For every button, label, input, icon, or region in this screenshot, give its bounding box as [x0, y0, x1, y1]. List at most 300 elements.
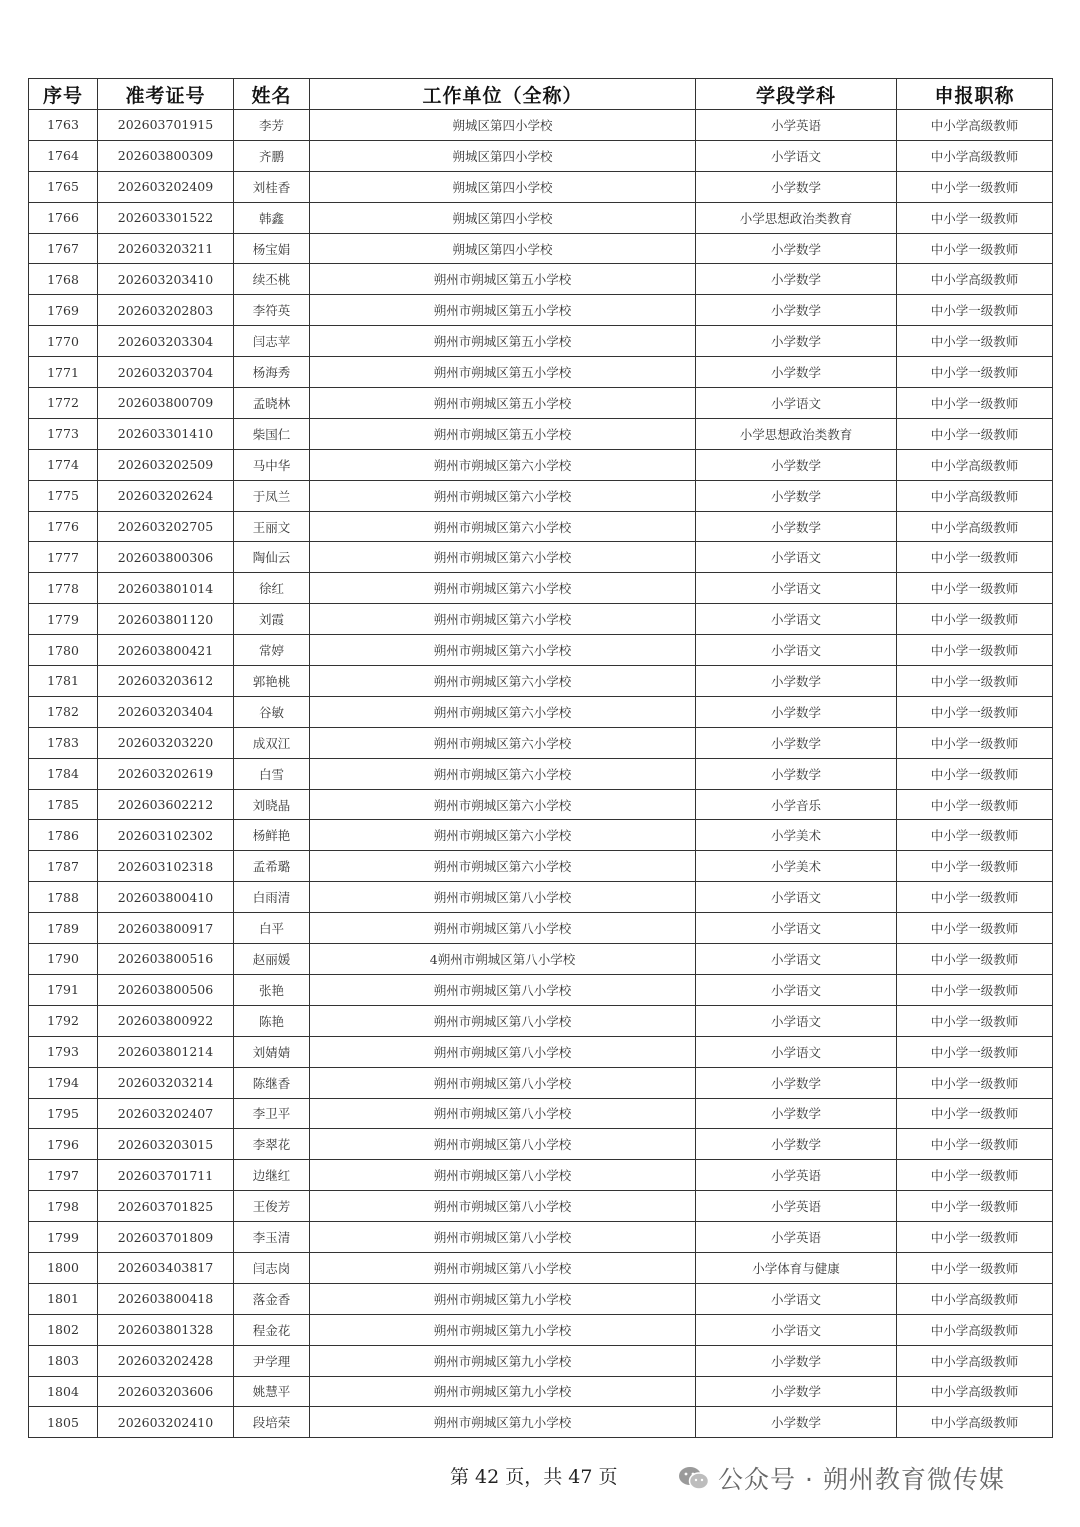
cell-index: 1775: [29, 480, 98, 511]
cell-index: 1777: [29, 542, 98, 573]
cell-subject: 小学数学: [696, 295, 897, 326]
table-row: [29, 357, 1053, 388]
cell-subject: 小学体育与健康: [696, 1252, 897, 1283]
cell-exam-id: 202603203304: [98, 326, 234, 357]
table-body: [29, 110, 1053, 1438]
cell-subject: 小学语文: [696, 388, 897, 419]
cell-title: 中小学一级教师: [897, 944, 1053, 975]
cell-name: 刘晓晶: [234, 789, 310, 820]
cell-index: 1771: [29, 357, 98, 388]
table-row: [29, 1160, 1053, 1191]
cell-title: 中小学一级教师: [897, 1005, 1053, 1036]
cell-subject: 小学语文: [696, 573, 897, 604]
table-row: [29, 604, 1053, 635]
cell-subject: 小学数学: [696, 758, 897, 789]
cell-exam-id: 202603800516: [98, 944, 234, 975]
table-row: [29, 326, 1053, 357]
cell-index: 1789: [29, 913, 98, 944]
cell-subject: 小学语文: [696, 542, 897, 573]
table-row: [29, 1067, 1053, 1098]
cell-subject: 小学数学: [696, 727, 897, 758]
table-row: [29, 1098, 1053, 1129]
cell-subject: 小学语文: [696, 913, 897, 944]
cell-exam-id: 202603202407: [98, 1098, 234, 1129]
cell-workplace: 朔州市朔城区第八小学校: [310, 1005, 696, 1036]
cell-workplace: 朔州市朔城区第六小学校: [310, 758, 696, 789]
table-row: [29, 202, 1053, 233]
cell-workplace: 朔州市朔城区第九小学校: [310, 1283, 696, 1314]
cell-exam-id: 202603203404: [98, 696, 234, 727]
cell-name: 谷敏: [234, 696, 310, 727]
cell-index: 1802: [29, 1314, 98, 1345]
cell-name: 刘霞: [234, 604, 310, 635]
cell-index: 1772: [29, 388, 98, 419]
table-row: [29, 696, 1053, 727]
cell-title: 中小学一级教师: [897, 1222, 1053, 1253]
cell-name: 马中华: [234, 449, 310, 480]
cell-name: 杨宝娟: [234, 233, 310, 264]
cell-index: 1793: [29, 1036, 98, 1067]
cell-title: 中小学高级教师: [897, 1407, 1053, 1438]
cell-exam-id: 202603801120: [98, 604, 234, 635]
cell-exam-id: 202603102318: [98, 851, 234, 882]
cell-index: 1799: [29, 1222, 98, 1253]
cell-subject: 小学数学: [696, 326, 897, 357]
cell-title: 中小学一级教师: [897, 295, 1053, 326]
cell-subject: 小学数学: [696, 357, 897, 388]
cell-workplace: 朔州市朔城区第九小学校: [310, 1314, 696, 1345]
cell-workplace: 朔州市朔城区第八小学校: [310, 1036, 696, 1067]
cell-name: 李芳: [234, 110, 310, 141]
cell-subject: 小学英语: [696, 1191, 897, 1222]
table-row: [29, 635, 1053, 666]
table-header: [29, 79, 1053, 110]
header-exam-id: 准考证号: [98, 79, 234, 110]
table-row: [29, 418, 1053, 449]
cell-title: 中小学一级教师: [897, 666, 1053, 697]
cell-exam-id: 202603203704: [98, 357, 234, 388]
cell-workplace: 朔城区第四小学校: [310, 171, 696, 202]
cell-name: 孟晓林: [234, 388, 310, 419]
cell-title: 中小学一级教师: [897, 913, 1053, 944]
cell-exam-id: 202603202409: [98, 171, 234, 202]
cell-exam-id: 202603202619: [98, 758, 234, 789]
header-title: 申报职称: [897, 79, 1053, 110]
page-footer: [0, 1460, 1080, 1494]
header-index: 序号: [29, 79, 98, 110]
cell-name: 刘婧婧: [234, 1036, 310, 1067]
cell-index: 1790: [29, 944, 98, 975]
cell-title: 中小学一级教师: [897, 573, 1053, 604]
cell-exam-id: 202603301522: [98, 202, 234, 233]
table-row: [29, 171, 1053, 202]
table-row: [29, 542, 1053, 573]
cell-workplace: 朔州市朔城区第六小学校: [310, 449, 696, 480]
table-row: [29, 233, 1053, 264]
cell-exam-id: 202603701809: [98, 1222, 234, 1253]
table-row: [29, 882, 1053, 913]
cell-title: 中小学一级教师: [897, 1160, 1053, 1191]
cell-name: 白平: [234, 913, 310, 944]
cell-subject: 小学语文: [696, 1283, 897, 1314]
cell-title: 中小学一级教师: [897, 357, 1053, 388]
cell-index: 1791: [29, 974, 98, 1005]
table-row: [29, 480, 1053, 511]
cell-exam-id: 202603800306: [98, 542, 234, 573]
cell-index: 1797: [29, 1160, 98, 1191]
cell-title: 中小学一级教师: [897, 789, 1053, 820]
cell-name: 杨鲜艳: [234, 820, 310, 851]
wechat-icon: [678, 1465, 710, 1491]
cell-name: 齐鹏: [234, 140, 310, 171]
cell-name: 白雨清: [234, 882, 310, 913]
cell-subject: 小学美术: [696, 820, 897, 851]
table-row: [29, 140, 1053, 171]
cell-title: 中小学高级教师: [897, 1345, 1053, 1376]
cell-workplace: 朔州市朔城区第六小学校: [310, 851, 696, 882]
cell-title: 中小学一级教师: [897, 1191, 1053, 1222]
cell-subject: 小学语文: [696, 635, 897, 666]
cell-name: 张艳: [234, 974, 310, 1005]
cell-subject: 小学数学: [696, 1407, 897, 1438]
cell-workplace: 朔州市朔城区第九小学校: [310, 1376, 696, 1407]
cell-workplace: 朔州市朔城区第五小学校: [310, 295, 696, 326]
table-row: [29, 789, 1053, 820]
cell-index: 1798: [29, 1191, 98, 1222]
cell-name: 于凤兰: [234, 480, 310, 511]
cell-title: 中小学一级教师: [897, 326, 1053, 357]
cell-index: 1792: [29, 1005, 98, 1036]
cell-workplace: 朔州市朔城区第五小学校: [310, 357, 696, 388]
cell-index: 1782: [29, 696, 98, 727]
cell-title: 中小学一级教师: [897, 882, 1053, 913]
cell-subject: 小学语文: [696, 882, 897, 913]
cell-exam-id: 202603801328: [98, 1314, 234, 1345]
header-workplace: 工作单位（全称）: [310, 79, 696, 110]
table-row: [29, 1191, 1053, 1222]
cell-subject: 小学语文: [696, 1005, 897, 1036]
cell-title: 中小学一级教师: [897, 851, 1053, 882]
cell-name: 闫志苹: [234, 326, 310, 357]
cell-subject: 小学语文: [696, 974, 897, 1005]
cell-exam-id: 202603800410: [98, 882, 234, 913]
cell-exam-id: 202603701915: [98, 110, 234, 141]
cell-exam-id: 202603203410: [98, 264, 234, 295]
cell-exam-id: 202603203612: [98, 666, 234, 697]
table-row: [29, 573, 1053, 604]
cell-subject: 小学数学: [696, 666, 897, 697]
table-row: [29, 851, 1053, 882]
cell-title: 中小学一级教师: [897, 635, 1053, 666]
cell-subject: 小学数学: [696, 1129, 897, 1160]
cell-workplace: 朔州市朔城区第八小学校: [310, 882, 696, 913]
table-row: [29, 1376, 1053, 1407]
cell-subject: 小学语文: [696, 1036, 897, 1067]
cell-workplace: 朔州市朔城区第六小学校: [310, 789, 696, 820]
cell-exam-id: 202603800309: [98, 140, 234, 171]
cell-title: 中小学高级教师: [897, 511, 1053, 542]
cell-exam-id: 202603203015: [98, 1129, 234, 1160]
cell-workplace: 朔州市朔城区第八小学校: [310, 1191, 696, 1222]
cell-name: 赵丽媛: [234, 944, 310, 975]
cell-title: 中小学高级教师: [897, 264, 1053, 295]
cell-index: 1767: [29, 233, 98, 264]
cell-index: 1803: [29, 1345, 98, 1376]
cell-name: 李卫平: [234, 1098, 310, 1129]
cell-workplace: 朔州市朔城区第八小学校: [310, 1129, 696, 1160]
cell-exam-id: 202603800922: [98, 1005, 234, 1036]
cell-index: 1780: [29, 635, 98, 666]
cell-workplace: 朔州市朔城区第六小学校: [310, 727, 696, 758]
cell-workplace: 朔州市朔城区第八小学校: [310, 1222, 696, 1253]
table-row: [29, 727, 1053, 758]
table-row: [29, 511, 1053, 542]
cell-subject: 小学数学: [696, 449, 897, 480]
cell-subject: 小学数学: [696, 511, 897, 542]
table-row: [29, 110, 1053, 141]
cell-subject: 小学数学: [696, 233, 897, 264]
cell-name: 续丕桃: [234, 264, 310, 295]
cell-index: 1769: [29, 295, 98, 326]
cell-exam-id: 202603202428: [98, 1345, 234, 1376]
cell-subject: 小学数学: [696, 171, 897, 202]
header-row: [29, 79, 1053, 110]
table-row: [29, 1005, 1053, 1036]
table-row: [29, 1222, 1053, 1253]
cell-workplace: 朔州市朔城区第六小学校: [310, 820, 696, 851]
cell-exam-id: 202603202705: [98, 511, 234, 542]
cell-title: 中小学高级教师: [897, 110, 1053, 141]
cell-title: 中小学一级教师: [897, 820, 1053, 851]
cell-title: 中小学一级教师: [897, 727, 1053, 758]
cell-workplace: 朔州市朔城区第八小学校: [310, 1098, 696, 1129]
cell-workplace: 朔州市朔城区第六小学校: [310, 666, 696, 697]
cell-index: 1786: [29, 820, 98, 851]
cell-index: 1779: [29, 604, 98, 635]
cell-name: 陶仙云: [234, 542, 310, 573]
table-row: [29, 388, 1053, 419]
cell-index: 1778: [29, 573, 98, 604]
cell-name: 孟希璐: [234, 851, 310, 882]
cell-subject: 小学数学: [696, 1345, 897, 1376]
cell-title: 中小学一级教师: [897, 1067, 1053, 1098]
cell-index: 1783: [29, 727, 98, 758]
cell-name: 李符英: [234, 295, 310, 326]
cell-subject: 小学数学: [696, 1376, 897, 1407]
cell-exam-id: 202603203214: [98, 1067, 234, 1098]
cell-title: 中小学一级教师: [897, 1252, 1053, 1283]
cell-name: 李翠花: [234, 1129, 310, 1160]
cell-name: 王俊芳: [234, 1191, 310, 1222]
cell-index: 1787: [29, 851, 98, 882]
cell-workplace: 朔州市朔城区第五小学校: [310, 326, 696, 357]
table-row: [29, 1252, 1053, 1283]
cell-name: 郭艳桃: [234, 666, 310, 697]
cell-subject: 小学思想政治类教育: [696, 418, 897, 449]
cell-subject: 小学思想政治类教育: [696, 202, 897, 233]
cell-subject: 小学语文: [696, 140, 897, 171]
table-row: [29, 1345, 1053, 1376]
cell-subject: 小学数学: [696, 480, 897, 511]
cell-exam-id: 202603203220: [98, 727, 234, 758]
cell-title: 中小学一级教师: [897, 171, 1053, 202]
cell-exam-id: 202603800917: [98, 913, 234, 944]
cell-exam-id: 202603602212: [98, 789, 234, 820]
cell-exam-id: 202603701711: [98, 1160, 234, 1191]
table-row: [29, 944, 1053, 975]
cell-name: 段培荣: [234, 1407, 310, 1438]
cell-title: 中小学高级教师: [897, 1376, 1053, 1407]
table-row: [29, 974, 1053, 1005]
cell-workplace: 朔城区第四小学校: [310, 233, 696, 264]
cell-title: 中小学一级教师: [897, 1129, 1053, 1160]
table-row: [29, 913, 1053, 944]
cell-title: 中小学高级教师: [897, 1283, 1053, 1314]
cell-exam-id: 202603801014: [98, 573, 234, 604]
cell-workplace: 朔州市朔城区第六小学校: [310, 542, 696, 573]
cell-name: 陈继香: [234, 1067, 310, 1098]
cell-workplace: 朔州市朔城区第八小学校: [310, 1160, 696, 1191]
cell-workplace: 朔州市朔城区第六小学校: [310, 635, 696, 666]
cell-title: 中小学一级教师: [897, 1036, 1053, 1067]
cell-subject: 小学语文: [696, 944, 897, 975]
cell-subject: 小学数学: [696, 696, 897, 727]
results-table: [28, 78, 1053, 1438]
cell-title: 中小学一级教师: [897, 974, 1053, 1005]
table-row: [29, 1129, 1053, 1160]
cell-exam-id: 202603800418: [98, 1283, 234, 1314]
cell-index: 1795: [29, 1098, 98, 1129]
cell-exam-id: 202603102302: [98, 820, 234, 851]
cell-exam-id: 202603202803: [98, 295, 234, 326]
cell-name: 徐红: [234, 573, 310, 604]
table-row: [29, 1407, 1053, 1438]
cell-index: 1768: [29, 264, 98, 295]
cell-title: 中小学一级教师: [897, 418, 1053, 449]
cell-workplace: 朔州市朔城区第六小学校: [310, 604, 696, 635]
cell-workplace: 朔州市朔城区第九小学校: [310, 1345, 696, 1376]
cell-exam-id: 202603203606: [98, 1376, 234, 1407]
cell-index: 1804: [29, 1376, 98, 1407]
cell-exam-id: 202603801214: [98, 1036, 234, 1067]
cell-index: 1763: [29, 110, 98, 141]
cell-name: 成双江: [234, 727, 310, 758]
table-row: [29, 295, 1053, 326]
cell-subject: 小学美术: [696, 851, 897, 882]
cell-exam-id: 202603202509: [98, 449, 234, 480]
cell-title: 中小学一级教师: [897, 758, 1053, 789]
cell-workplace: 朔州市朔城区第八小学校: [310, 1252, 696, 1283]
watermark-text: 公众号 · 朔州教育微传媒: [718, 1465, 1005, 1494]
cell-name: 杨海秀: [234, 357, 310, 388]
cell-index: 1794: [29, 1067, 98, 1098]
cell-exam-id: 202603202410: [98, 1407, 234, 1438]
table-row: [29, 264, 1053, 295]
cell-title: 中小学一级教师: [897, 542, 1053, 573]
cell-index: 1805: [29, 1407, 98, 1438]
cell-name: 韩鑫: [234, 202, 310, 233]
cell-workplace: 朔州市朔城区第五小学校: [310, 418, 696, 449]
cell-title: 中小学一级教师: [897, 202, 1053, 233]
header-subject: 学段学科: [696, 79, 897, 110]
cell-name: 柴国仁: [234, 418, 310, 449]
cell-name: 边继红: [234, 1160, 310, 1191]
cell-subject: 小学英语: [696, 110, 897, 141]
cell-workplace: 朔州市朔城区第六小学校: [310, 573, 696, 604]
cell-workplace: 朔州市朔城区第八小学校: [310, 913, 696, 944]
cell-name: 姚慧平: [234, 1376, 310, 1407]
cell-subject: 小学数学: [696, 1067, 897, 1098]
table-row: [29, 1283, 1053, 1314]
cell-index: 1785: [29, 789, 98, 820]
cell-exam-id: 202603701825: [98, 1191, 234, 1222]
cell-index: 1773: [29, 418, 98, 449]
cell-title: 中小学高级教师: [897, 1314, 1053, 1345]
table-row: [29, 820, 1053, 851]
cell-index: 1766: [29, 202, 98, 233]
cell-workplace: 朔城区第四小学校: [310, 140, 696, 171]
cell-exam-id: 202603203211: [98, 233, 234, 264]
table-row: [29, 758, 1053, 789]
cell-index: 1781: [29, 666, 98, 697]
cell-name: 陈艳: [234, 1005, 310, 1036]
cell-subject: 小学数学: [696, 264, 897, 295]
cell-workplace: 朔州市朔城区第八小学校: [310, 1067, 696, 1098]
cell-workplace: 朔州市朔城区第五小学校: [310, 264, 696, 295]
cell-workplace: 朔州市朔城区第八小学校: [310, 974, 696, 1005]
cell-name: 白雪: [234, 758, 310, 789]
cell-name: 李玉清: [234, 1222, 310, 1253]
cell-index: 1788: [29, 882, 98, 913]
table-row: [29, 449, 1053, 480]
cell-title: 中小学一级教师: [897, 604, 1053, 635]
cell-index: 1784: [29, 758, 98, 789]
cell-exam-id: 202603800506: [98, 974, 234, 1005]
cell-subject: 小学数学: [696, 1098, 897, 1129]
cell-title: 中小学高级教师: [897, 140, 1053, 171]
page-number: 第 42 页，共 47 页: [450, 1466, 618, 1488]
cell-title: 中小学一级教师: [897, 696, 1053, 727]
cell-index: 1765: [29, 171, 98, 202]
cell-name: 闫志岗: [234, 1252, 310, 1283]
cell-subject: 小学语文: [696, 1314, 897, 1345]
cell-subject: 小学英语: [696, 1222, 897, 1253]
cell-workplace: 朔城区第四小学校: [310, 110, 696, 141]
cell-subject: 小学音乐: [696, 789, 897, 820]
cell-subject: 小学语文: [696, 604, 897, 635]
cell-index: 1770: [29, 326, 98, 357]
table-row: [29, 1314, 1053, 1345]
cell-title: 中小学一级教师: [897, 388, 1053, 419]
cell-workplace: 朔城区第四小学校: [310, 202, 696, 233]
cell-name: 常婷: [234, 635, 310, 666]
cell-name: 落金香: [234, 1283, 310, 1314]
cell-name: 尹学理: [234, 1345, 310, 1376]
cell-index: 1764: [29, 140, 98, 171]
cell-workplace: 朔州市朔城区第六小学校: [310, 480, 696, 511]
cell-workplace: 4朔州市朔城区第八小学校: [310, 944, 696, 975]
cell-name: 刘桂香: [234, 171, 310, 202]
cell-index: 1776: [29, 511, 98, 542]
cell-workplace: 朔州市朔城区第五小学校: [310, 388, 696, 419]
cell-name: 程金花: [234, 1314, 310, 1345]
cell-title: 中小学一级教师: [897, 233, 1053, 264]
cell-index: 1774: [29, 449, 98, 480]
cell-workplace: 朔州市朔城区第六小学校: [310, 696, 696, 727]
cell-exam-id: 202603800421: [98, 635, 234, 666]
cell-exam-id: 202603202624: [98, 480, 234, 511]
cell-workplace: 朔州市朔城区第九小学校: [310, 1407, 696, 1438]
